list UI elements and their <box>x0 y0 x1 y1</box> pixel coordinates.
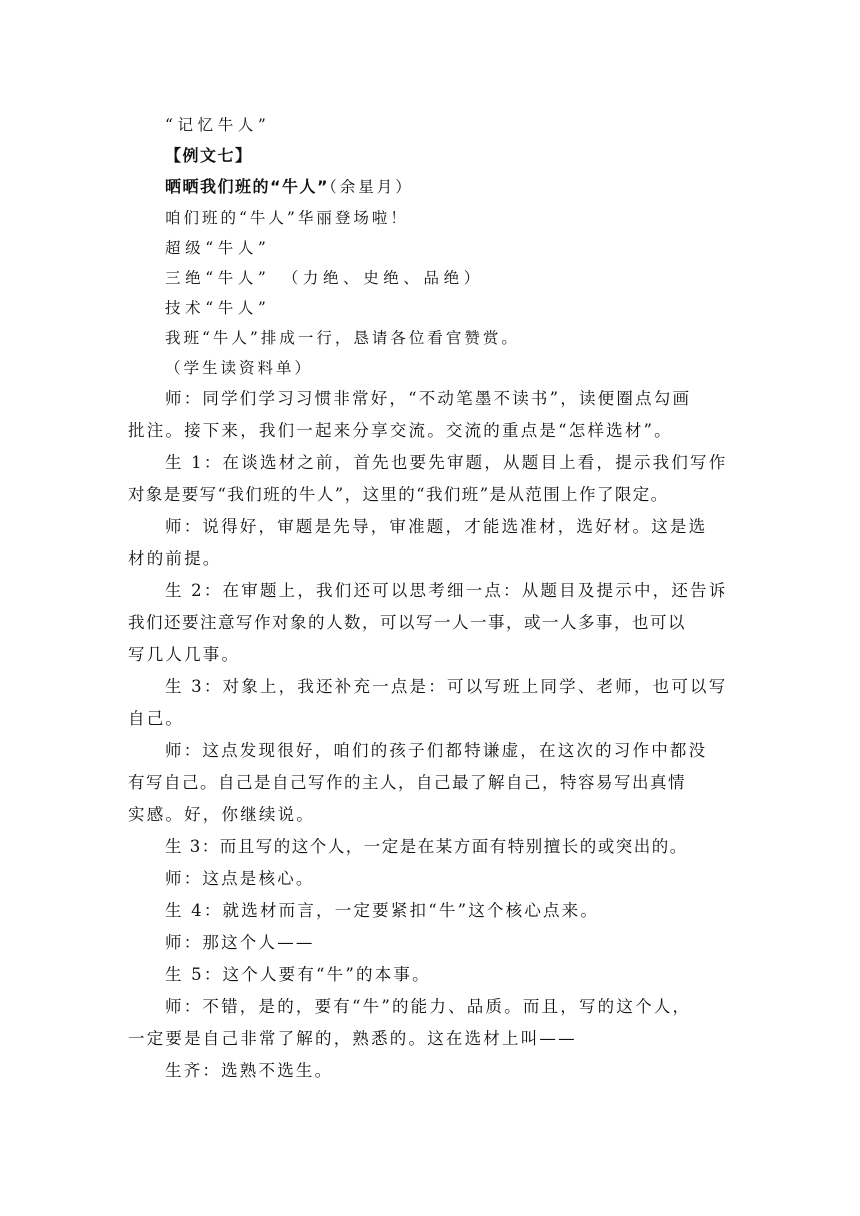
paragraph-line: 生齐：选熟不选生。 <box>165 1061 334 1080</box>
paragraph-line: 自己。 <box>128 709 185 728</box>
paragraph-line: 有写自己。自己是自己写作的主人，自己最了解自己，特容易写出真情 <box>128 773 686 792</box>
paragraph-line: 生 5：这个人要有“牛”的本事。 <box>165 965 431 984</box>
paragraph-line: 写几人几事。 <box>128 645 241 664</box>
paragraph-line: 实感。好，你继续说。 <box>128 805 315 824</box>
paragraph-line: 师：这点是核心。 <box>165 869 315 888</box>
intro-line: 咱们班的“牛人”华丽登场啦！ <box>165 209 409 227</box>
category-super: 超级“牛人” <box>165 239 271 257</box>
example-title: 晒晒我们班的“牛人” <box>165 177 330 196</box>
paragraph-line: 批注。接下来，我们一起来分享交流。交流的重点是“怎样选材”。 <box>128 421 673 440</box>
paragraph-line: 对象是要写“我们班的牛人”，这里的“我们班”是从范围上作了限定。 <box>128 485 669 504</box>
paragraph-line: 生 3：而且写的这个人，一定是在某方面有特别擅长的或突出的。 <box>165 837 688 856</box>
student-reading-note: （学生读资料单） <box>165 359 314 377</box>
category-technical: 技术“牛人” <box>165 299 271 317</box>
example-heading: 【例文七】 <box>165 146 253 165</box>
paragraph-line: 一定要是自己非常了解的，熟悉的。这在选材上叫—— <box>128 1029 577 1048</box>
paragraph-line: 师：这点发现很好，咱们的孩子们都特谦虚，在这次的习作中都没 <box>165 741 708 760</box>
category-three-talents: 三绝“牛人” （力绝、史绝、品绝） <box>165 269 484 287</box>
paragraph-line: 师：不错，是的，要有“牛”的能力、品质。而且，写的这个人， <box>165 997 692 1016</box>
heading-memory-niuren: “记忆牛人” <box>165 116 271 134</box>
paragraph-line: 生 1：在谈选材之前，首先也要先审题，从题目上看，提示我们写作 <box>165 453 728 472</box>
paragraph-line: 师：说得好，审题是先导，审准题，才能选准材，选好材。这是选 <box>165 517 708 536</box>
paragraph-line: 生 2：在审题上，我们还可以思考细一点：从题目及提示中，还告诉 <box>165 581 728 600</box>
paragraph-line: 师：那这个人—— <box>165 933 315 952</box>
paragraph-line: 我们还要注意写作对象的人数，可以写一人一事，或一人多事，也可以 <box>128 613 686 632</box>
paragraph-line: 师：同学们学习习惯非常好，“不动笔墨不读书”，读便圈点勾画 <box>165 389 692 408</box>
closing-line: 我班“牛人”排成一行，恳请各位看官赞赏。 <box>165 329 520 347</box>
example-title-line <box>165 177 725 197</box>
paragraph-line: 材的前提。 <box>128 549 222 568</box>
paragraph-line: 生 4：就选材而言，一定要紧扣“牛”这个核心点来。 <box>165 901 600 920</box>
paragraph-line: 生 3：对象上，我还补充一点是：可以写班上同学、老师，也可以写 <box>165 677 728 696</box>
example-author: （余星月） <box>329 178 414 196</box>
